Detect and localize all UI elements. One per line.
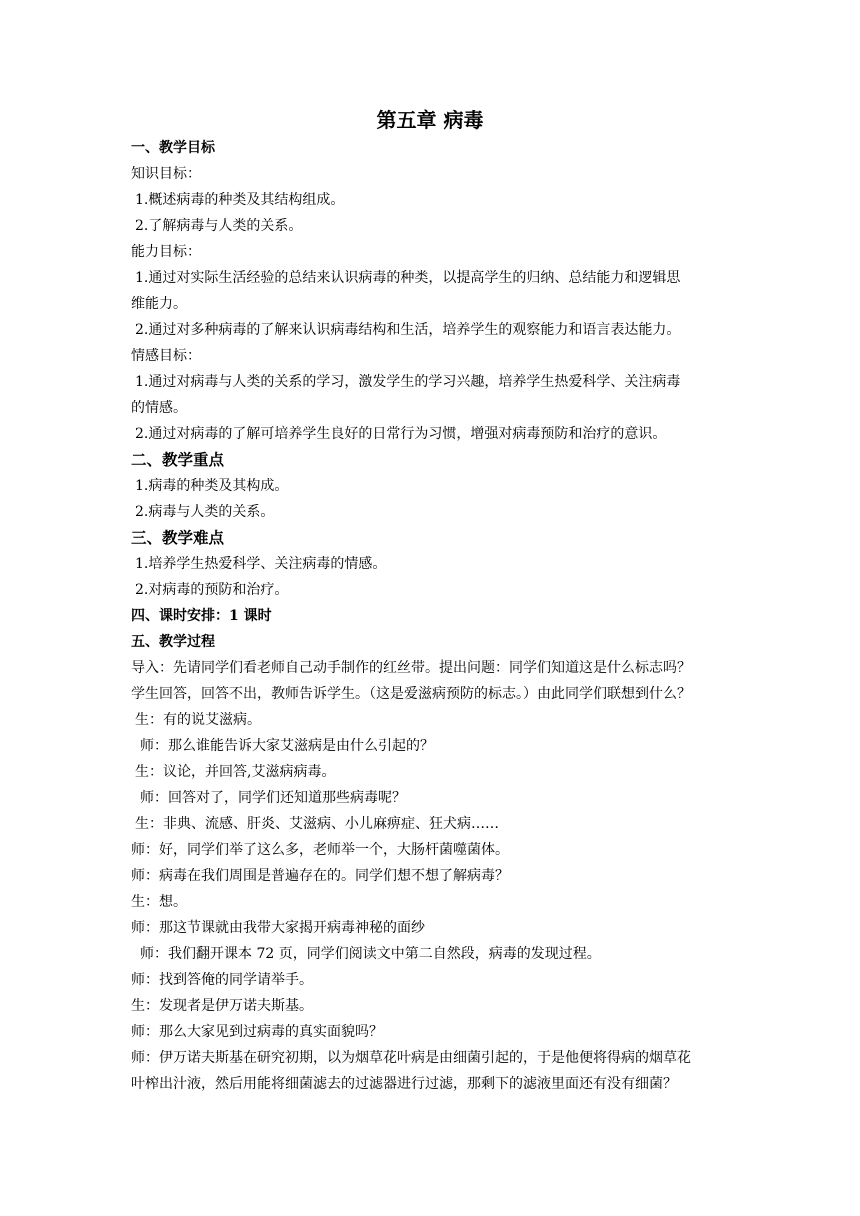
dialogue-line: 师：好，同学们举了这么多，老师举一个，大肠杆菌噬菌体。 (131, 842, 509, 858)
section-heading-key-points: 二、教学重点 (131, 450, 225, 469)
page-title: 第五章 病毒 (376, 108, 484, 132)
dialogue-line: 生：想。 (131, 894, 187, 910)
dialogue-line: 生：非典、流感、肝炎、艾滋病、小儿麻痹症、狂犬病…… (135, 816, 499, 832)
section-heading-process: 五、教学过程 (131, 634, 215, 650)
text-line: 1.培养学生热爱科学、关注病毒的情感。 (135, 556, 387, 572)
text-line: 维能力。 (131, 296, 187, 312)
section-heading-difficulties: 三、教学难点 (131, 528, 225, 547)
subheading-emotion: 情感目标： (131, 348, 201, 364)
dialogue-line: 生：有的说艾滋病。 (135, 712, 261, 728)
dialogue-line: 师：回答对了，同学们还知道那些病毒呢？ (140, 790, 406, 806)
dialogue-line: 叶榨出汁液，然后用能将细菌滤去的过滤器进行过滤，那剩下的滤液里面还有没有细菌？ (131, 1076, 677, 1092)
text-line: 1.通过对实际生活经验的总结来认识病毒的种类，以提高学生的归纳、总结能力和逻辑思 (135, 270, 681, 286)
text-line: 学生回答，回答不出，教师告诉学生。（这是爱滋病预防的标志。）由此同学们联想到什么？ (131, 686, 691, 702)
text-line: 导入：先请同学们看老师自己动手制作的红丝带。提出问题：同学们知道这是什么标志吗？ (131, 660, 691, 676)
dialogue-line: 师：我们翻开课本 72 页，同学们阅读文中第二自然段，病毒的发现过程。 (140, 946, 601, 962)
text-line: 2.对病毒的预防和治疗。 (135, 582, 289, 598)
section-heading-objectives: 一、教学目标 (131, 140, 215, 156)
dialogue-line: 师：那么大家见到过病毒的真实面貌吗？ (131, 1024, 383, 1040)
subheading-ability: 能力目标： (131, 244, 201, 260)
text-line: 1.概述病毒的种类及其结构组成。 (135, 192, 345, 208)
text-line: 的情感。 (131, 400, 187, 416)
dialogue-line: 师：那么谁能告诉大家艾滋病是由什么引起的？ (140, 738, 434, 754)
dialogue-line: 生：议论，并回答,艾滋病病毒。 (135, 764, 336, 780)
text-line: 2.病毒与人类的关系。 (135, 504, 275, 520)
text-line: 2.了解病毒与人类的关系。 (135, 218, 303, 234)
text-line: 2.通过对病毒的了解可培养学生良好的日常行为习惯，增强对病毒预防和治疗的意识。 (135, 426, 667, 442)
dialogue-line: 生：发现者是伊万诺夫斯基。 (131, 998, 313, 1014)
text-line: 1.通过对病毒与人类的关系的学习，激发学生的学习兴趣，培养学生热爱科学、关注病毒 (135, 374, 681, 390)
subheading-knowledge: 知识目标： (131, 166, 201, 182)
text-line: 1.病毒的种类及其构成。 (135, 478, 289, 494)
dialogue-line: 师：伊万诺夫斯基在研究初期，以为烟草花叶病是由细菌引起的，于是他便将得病的烟草花 (131, 1050, 691, 1066)
dialogue-line: 师：病毒在我们周围是普遍存在的。同学们想不想了解病毒？ (131, 868, 509, 884)
section-heading-schedule: 四、课时安排：1 课时 (131, 608, 272, 624)
dialogue-line: 师：那这节课就由我带大家揭开病毒神秘的面纱 (131, 920, 425, 936)
dialogue-line: 师：找到答俺的同学请举手。 (131, 972, 313, 988)
text-line: 2.通过对多种病毒的了解来认识病毒结构和生活，培养学生的观察能力和语言表达能力。 (135, 322, 681, 338)
